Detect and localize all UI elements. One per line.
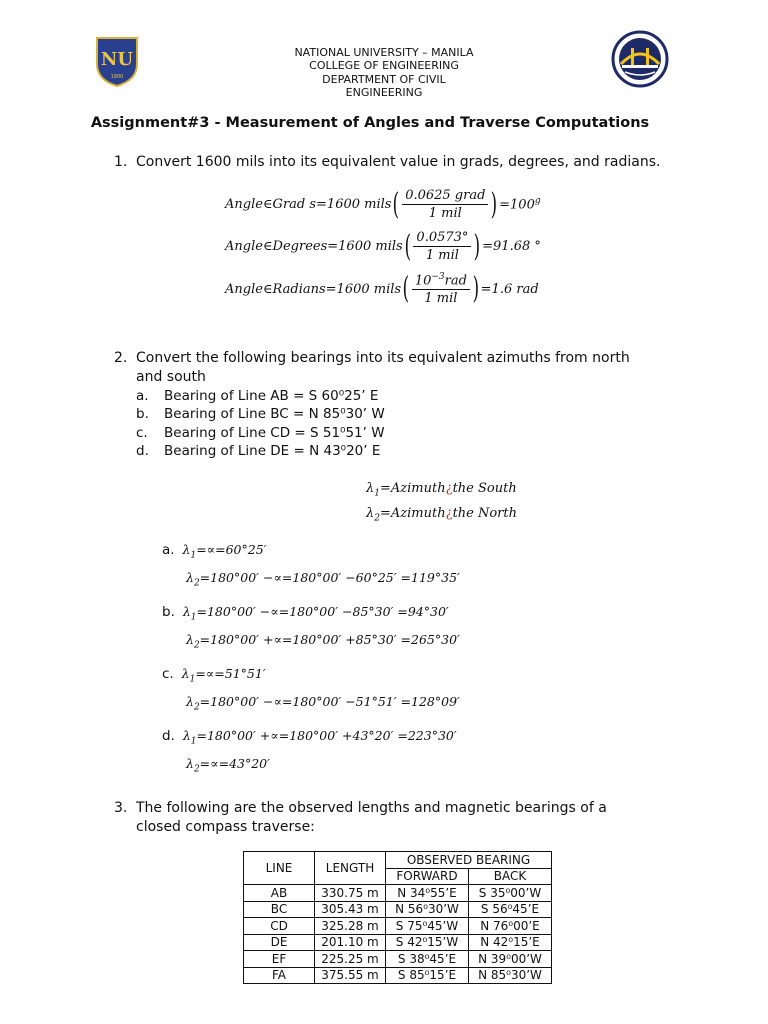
column-header-length: LENGTH (315, 852, 386, 885)
question-number: 1. (114, 154, 128, 170)
table-row: FA 375.55 m S 85⁰15’E N 85⁰30’W (244, 967, 552, 984)
header-line-university: NATIONAL UNIVERSITY – MANILA (294, 46, 474, 59)
column-header-line: LINE (244, 852, 315, 885)
traverse-table (243, 851, 552, 984)
table-row: AB 330.75 m N 34⁰55’E S 35⁰00’W (244, 885, 552, 902)
question-number: 2. (114, 350, 128, 366)
svg-text:NU: NU (100, 49, 134, 70)
header-line-department: DEPARTMENT OF CIVIL (322, 72, 446, 86)
column-header-forward: FORWARD (386, 868, 469, 885)
table-row: EF 225.25 m S 38⁰45’E N 39⁰00’W (244, 951, 552, 968)
definition-line: $\lambda_1=Azimuth¿the$ South (366, 481, 517, 499)
assignment-title: Assignment#3 - Measurement of Angles and Traverse Computations (90, 115, 650, 131)
solution-c: c. $\lambda_1=\propto=51^\circ 51'$ $\lambda_2=180^\circ 00' -\propto=180^\circ 00' -51^\circ 51' =128^\circ 09'$ (162, 666, 460, 712)
table-row: DE 201.10 m S 42⁰15’W N 42⁰15’E (244, 934, 552, 951)
column-header-back: BACK (469, 868, 552, 885)
question-text: Convert 1600 mils into its equivalent value in grads, degrees, and radians. (136, 154, 661, 170)
svg-text:1900: 1900 (110, 74, 124, 80)
question-text: The following are the observed lengths and magnetic bearings of a closed compass traverse: (136, 800, 607, 835)
definition-line: $\lambda_2=Azimuth¿the$ North (366, 505, 517, 524)
college-seal-logo (611, 30, 669, 88)
question-number: 3. (114, 800, 128, 816)
question-3 (114, 799, 674, 839)
question-text: Convert the following bearings into its equivalent azimuths from north and south (136, 350, 630, 385)
azimuth-definitions (366, 479, 517, 528)
solution-b: b. $\lambda_1=180^\circ 00' -\propto=180^\circ 00' -85^\circ 30' =94^\circ 30'$ $\lambda_2=180^\circ 00' +\propto=180^\circ 00' +85^\circ 30' =265^\circ 30'$ (162, 604, 460, 650)
header-line-college: COLLEGE OF ENGINEERING (309, 59, 459, 73)
solution-a: a. $\lambda_1=\propto=60^\circ 25'$ $\lambda_2=180^\circ 00' -\propto=180^\circ 00' -60^\circ 25' =119^\circ 35'$ (162, 542, 460, 588)
university-seal-logo (93, 34, 141, 88)
equation-degrees: Angle∈Degrees=1600 mils ( $\frac{0.0573^\circ}{\text{1 mil}}$ ) =91.68 ° (225, 228, 541, 264)
table-row: CD 325.28 m S 75⁰45’W N 76⁰00’E (244, 918, 552, 935)
column-header-observed-bearing: OBSERVED BEARING (386, 852, 552, 869)
solution-d: d. $\lambda_1=180^\circ 00' +\propto=180^\circ 00' +43^\circ 20' =223^\circ 30'$ $\lambda_2=\propto=43^\circ 20'$ (162, 728, 457, 774)
header-line-department-cont: ENGINEERING (345, 85, 423, 99)
question-2 (114, 349, 674, 389)
equation-grads: Angle∈Grad s=1600 mils ( $\frac{\text{0.0625 grad}}{\text{1 mil}}$ ) $=100^g$ (225, 186, 541, 222)
institution-header (234, 46, 534, 99)
equation-radians: Angle∈Radians=1600 mils ( $\frac{10^{-3}rad}{\text{1 mil}}$ ) =1.6 rad (225, 271, 539, 307)
table-row: BC 305.43 m N 56⁰30’W S 56⁰45’E (244, 901, 552, 918)
